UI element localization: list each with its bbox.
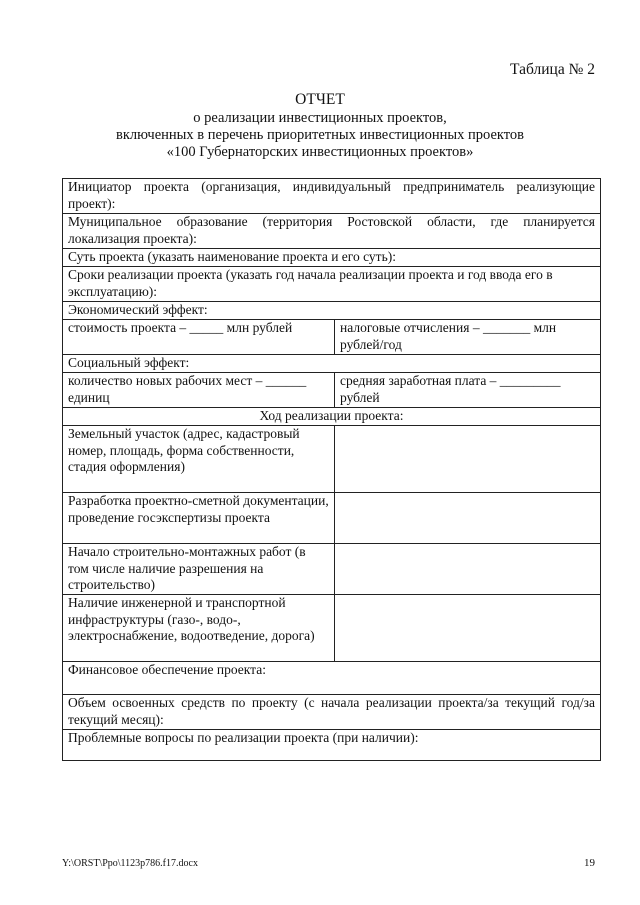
table-row	[63, 179, 601, 214]
infrastructure-value-cell	[335, 595, 601, 662]
table-number: Таблица № 2	[510, 61, 595, 78]
footer-file-path: Y:\ORST\Ppo\1123p786.f17.docx	[62, 858, 198, 869]
municipality-cell: Муниципальное образование (территория Ростовской области, где планируется локализация проекта):	[63, 214, 601, 249]
table-row	[63, 544, 601, 595]
initiator-cell: Инициатор проекта (организация, индивидуальный предприниматель реализующие проект):	[63, 179, 601, 214]
economic-effect-cell: Экономический эффект:	[63, 302, 601, 320]
table-row	[63, 730, 601, 761]
construction-start-value-cell	[335, 544, 601, 595]
problems-cell: Проблемные вопросы по реализации проекта (при наличии):	[63, 730, 601, 761]
table-row	[63, 695, 601, 730]
report-subtitle-line-3: «100 Губернаторских инвестиционных проектов»	[166, 144, 474, 160]
terms-cell: Сроки реализации проекта (указать год начала реализации проекта и год ввода его в эксплуатацию):	[63, 267, 601, 302]
funds-volume-cell: Объем освоенных средств по проекту (с начала реализации проекта/за текущий год/за текущий месяц):	[63, 695, 601, 730]
table-row	[63, 595, 601, 662]
table-row	[63, 373, 601, 408]
table-row	[63, 249, 601, 267]
social-effect-cell: Социальный эффект:	[63, 355, 601, 373]
land-plot-cell: Земельный участок (адрес, кадастровый номер, площадь, форма собственности, стадия оформления)	[63, 426, 335, 493]
table-row	[63, 214, 601, 249]
project-cost-cell: стоимость проекта – _____ млн рублей	[63, 320, 335, 355]
land-plot-value-cell	[335, 426, 601, 493]
footer-page-number: 19	[584, 857, 595, 869]
report-title-block	[0, 91, 640, 161]
construction-start-cell: Начало строительно-монтажных работ (в том числе наличие разрешения на строительство)	[63, 544, 335, 595]
report-subtitle-line-2: включенных в перечень приоритетных инвестиционных проектов	[116, 127, 524, 143]
new-jobs-cell: количество новых рабочих мест – ______ единиц	[63, 373, 335, 408]
report-title: ОТЧЕТ	[295, 91, 345, 108]
table-row	[63, 320, 601, 355]
progress-header-cell: Ход реализации проекта:	[63, 408, 601, 426]
table-row	[63, 408, 601, 426]
table-row	[63, 267, 601, 302]
essence-cell: Суть проекта (указать наименование проекта и его суть):	[63, 249, 601, 267]
tax-deductions-cell: налоговые отчисления – _______ млн рублей/год	[335, 320, 601, 355]
report-table	[62, 178, 601, 761]
table-row	[63, 493, 601, 544]
design-docs-cell: Разработка проектно-сметной документации, проведение госэкспертизы проекта	[63, 493, 335, 544]
table-row	[63, 662, 601, 695]
financing-cell: Финансовое обеспечение проекта:	[63, 662, 601, 695]
table-row	[63, 355, 601, 373]
infrastructure-cell: Наличие инженерной и транспортной инфраструктуры (газо-, водо-, электроснабжение, водоотведение, дорога)	[63, 595, 335, 662]
design-docs-value-cell	[335, 493, 601, 544]
table-row	[63, 426, 601, 493]
average-salary-cell: средняя заработная плата – _________ рублей	[335, 373, 601, 408]
report-subtitle-line-1: о реализации инвестиционных проектов,	[193, 110, 447, 126]
table-row	[63, 302, 601, 320]
